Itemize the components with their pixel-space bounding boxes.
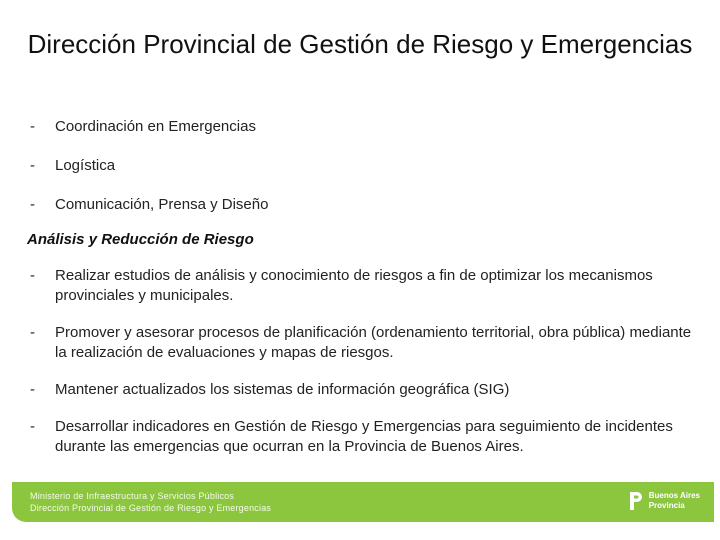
logo-line-1: Buenos Aires	[648, 491, 700, 500]
list-item	[30, 156, 700, 176]
list-item	[30, 380, 700, 400]
list-item-text: Desarrollar indicadores en Gestión de Riesgo y Emergencias para seguimiento de incidentes durante las emergencias que ocurran en la Provincia de Buenos Aires.	[55, 418, 673, 455]
province-p-icon	[628, 490, 644, 512]
list-item	[30, 117, 700, 137]
list-item-text: Coordinación en Emergencias	[55, 118, 256, 135]
list-item	[30, 195, 700, 215]
page-title: Dirección Provincial de Gestión de Riesgo y Emergencias	[27, 29, 693, 59]
footer-bar	[12, 482, 714, 522]
list-dash: -	[30, 196, 35, 213]
list-dash: -	[30, 324, 35, 341]
areas-list	[30, 117, 700, 234]
list-item-text: Realizar estudios de análisis y conocimiento de riesgos a fin de optimizar los mecanismos provinciales y municipales.	[55, 267, 653, 304]
list-dash: -	[30, 267, 35, 284]
list-dash: -	[30, 157, 35, 174]
footer-ministry: Ministerio de Infraestructura y Servicios Públicos	[30, 491, 235, 501]
list-dash: -	[30, 418, 35, 435]
list-item	[30, 417, 700, 457]
logo-text	[649, 491, 700, 511]
section-heading: Análisis y Reducción de Riesgo	[27, 231, 254, 248]
footer-direction: Dirección Provincial de Gestión de Riesgo y Emergencias	[30, 503, 272, 513]
list-dash: -	[30, 381, 35, 398]
province-logo	[628, 490, 700, 512]
footer-text	[30, 490, 271, 514]
list-item-text: Promover y asesorar procesos de planificación (ordenamiento territorial, obra pública) mediante la realización de evaluaciones y mapas de riesgos.	[55, 324, 692, 361]
list-item	[30, 266, 700, 306]
list-item-text: Logística	[55, 157, 116, 174]
tasks-list	[30, 266, 700, 474]
list-item-text: Comunicación, Prensa y Diseño	[55, 196, 269, 213]
logo-line-2: Provincia	[648, 501, 685, 510]
list-item	[30, 323, 700, 363]
list-dash: -	[30, 118, 35, 135]
list-item-text: Mantener actualizados los sistemas de información geográfica (SIG)	[55, 381, 510, 398]
